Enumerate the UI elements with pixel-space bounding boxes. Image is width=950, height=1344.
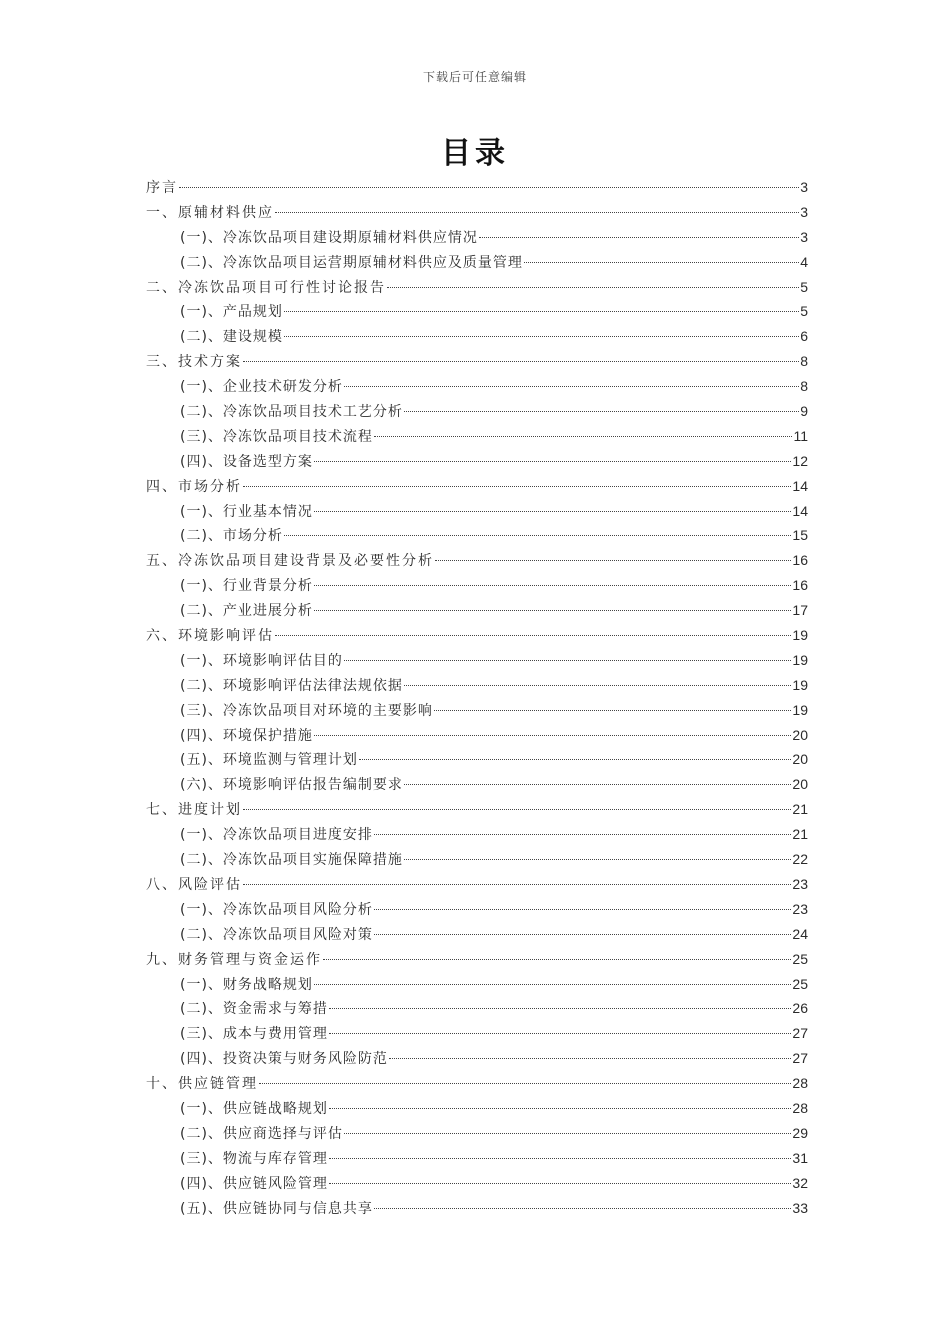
toc-entry[interactable] [146,1071,808,1096]
toc-entry[interactable] [146,175,808,200]
toc-entry-page-number: 21 [792,801,808,818]
toc-entry-label: (一)、冷冻饮品项目进度安排 [180,827,373,844]
toc-entry-label: 序言 [146,180,178,196]
dot-leader [284,311,799,312]
toc-entry-label: (二)、冷冻饮品项目实施保障措施 [180,852,403,869]
toc-entry[interactable] [146,1021,808,1046]
toc-entry-page-number: 15 [792,527,808,544]
toc-entry[interactable] [146,424,808,449]
dot-leader [374,1208,791,1209]
toc-entry-page-number: 16 [792,552,808,569]
dot-leader [479,237,799,238]
toc-entry[interactable] [146,200,808,225]
toc-entry[interactable] [146,548,808,573]
dot-leader [243,361,799,362]
toc-entry[interactable] [146,349,808,374]
toc-entry-label: 十、供应链管理 [146,1076,258,1093]
toc-entry-label: (一)、冷冻饮品项目建设期原辅材料供应情况 [180,229,478,246]
table-of-contents [146,175,808,1220]
dot-leader [404,784,791,785]
toc-entry[interactable] [146,947,808,972]
toc-entry[interactable] [146,1171,808,1196]
dot-leader [275,635,791,636]
toc-entry-page-number: 14 [792,477,808,494]
toc-title: 目录 [441,136,509,171]
toc-entry-label: 四、市场分析 [146,478,242,495]
dot-leader [275,212,799,213]
toc-entry[interactable] [146,897,808,922]
toc-entry[interactable] [146,598,808,623]
toc-entry[interactable] [146,723,808,748]
toc-entry-label: (二)、资金需求与筹措 [180,1001,328,1018]
toc-entry-page-number: 12 [792,452,808,469]
toc-entry[interactable] [146,996,808,1021]
toc-entry-label: (三)、冷冻饮品项目对环境的主要影响 [180,702,433,719]
toc-entry-label: (二)、产业进展分析 [180,603,313,620]
toc-entry[interactable] [146,623,808,648]
toc-entry-label: (三)、物流与库存管理 [180,1150,328,1167]
toc-entry[interactable] [146,772,808,797]
toc-entry-page-number: 22 [792,851,808,868]
dot-leader [374,436,793,437]
toc-entry[interactable] [146,1046,808,1071]
dot-leader [404,411,799,412]
toc-entry-page-number: 31 [792,1149,808,1166]
dot-leader [243,486,791,487]
toc-entry[interactable] [146,523,808,548]
toc-entry-label: (一)、冷冻饮品项目风险分析 [180,901,373,918]
toc-entry[interactable] [146,673,808,698]
toc-entry-page-number: 3 [800,179,808,195]
toc-entry-page-number: 33 [792,1199,808,1216]
toc-entry[interactable] [146,374,808,399]
toc-entry[interactable] [146,797,808,822]
toc-entry-page-number: 20 [792,726,808,743]
toc-entry[interactable] [146,324,808,349]
toc-entry-page-number: 11 [793,427,808,444]
toc-entry[interactable] [146,847,808,872]
dot-leader [344,386,799,387]
toc-entry-label: (四)、环境保护措施 [180,727,313,744]
toc-entry-label: (一)、产品规划 [180,304,283,321]
toc-entry-label: (一)、企业技术研发分析 [180,379,343,396]
toc-entry[interactable] [146,1096,808,1121]
toc-entry[interactable] [146,1146,808,1171]
toc-entry-label: (三)、成本与费用管理 [180,1026,328,1043]
dot-leader [243,884,791,885]
dot-leader [359,759,791,760]
toc-entry-page-number: 26 [792,1000,808,1017]
toc-entry-page-number: 28 [792,1099,808,1116]
toc-entry-page-number: 19 [792,676,808,693]
toc-entry-page-number: 28 [792,1075,808,1092]
toc-entry-label: 五、冷冻饮品项目建设背景及必要性分析 [146,553,434,570]
toc-entry-label: (四)、设备选型方案 [180,453,313,470]
dot-leader [374,909,791,910]
toc-entry-label: 二、冷冻饮品项目可行性讨论报告 [146,279,386,296]
toc-entry-label: (四)、投资决策与财务风险防范 [180,1051,388,1068]
dot-leader [314,511,791,512]
dot-leader [179,187,799,188]
toc-entry-label: (二)、冷冻饮品项目技术工艺分析 [180,404,403,421]
toc-entry[interactable] [146,922,808,947]
toc-entry-page-number: 8 [800,353,808,370]
toc-entry-label: (二)、供应商选择与评估 [180,1125,343,1142]
toc-entry-label: 三、技术方案 [146,354,242,371]
toc-entry-page-number: 23 [792,900,808,917]
toc-entry[interactable] [146,747,808,772]
toc-entry-page-number: 29 [792,1124,808,1141]
toc-entry-page-number: 19 [792,701,808,718]
dot-leader [329,1008,791,1009]
toc-entry-page-number: 19 [792,627,808,644]
dot-leader [243,809,791,810]
dot-leader [329,1158,791,1159]
toc-entry[interactable] [146,822,808,847]
toc-entry[interactable] [146,698,808,723]
toc-entry-label: 一、原辅材料供应 [146,204,274,221]
toc-entry-page-number: 23 [792,875,808,892]
toc-entry-label: 九、财务管理与资金运作 [146,951,322,968]
dot-leader [314,735,791,736]
toc-entry-label: (一)、供应链战略规划 [180,1100,328,1117]
toc-entry-page-number: 8 [800,378,808,395]
toc-entry[interactable] [146,1121,808,1146]
toc-entry-page-number: 9 [800,403,808,420]
toc-entry-label: (五)、环境监测与管理计划 [180,752,358,769]
toc-entry-page-number: 3 [800,203,808,220]
toc-entry-label: 六、环境影响评估 [146,628,274,645]
toc-entry-label: (二)、冷冻饮品项目风险对策 [180,926,373,943]
toc-entry-label: (三)、冷冻饮品项目技术流程 [180,428,373,445]
toc-entry-page-number: 6 [800,328,808,345]
dot-leader [329,1108,791,1109]
dot-leader [404,685,791,686]
dot-leader [323,959,791,960]
toc-entry[interactable] [146,499,808,524]
toc-entry-label: (五)、供应链协同与信息共享 [180,1200,373,1217]
toc-entry-label: (二)、市场分析 [180,528,283,545]
toc-entry-label: (二)、环境影响评估法律法规依据 [180,677,403,694]
dot-leader [329,1033,791,1034]
toc-entry-page-number: 14 [792,502,808,519]
dot-leader [524,262,799,263]
toc-entry-label: (一)、行业背景分析 [180,578,313,595]
toc-entry-label: 八、风险评估 [146,876,242,893]
dot-leader [314,610,791,611]
toc-entry-label: (四)、供应链风险管理 [180,1175,328,1192]
toc-entry-page-number: 19 [792,651,808,668]
dot-leader [314,585,791,586]
dot-leader [284,535,791,536]
toc-entry-label: (一)、行业基本情况 [180,503,313,520]
dot-leader [434,710,791,711]
dot-leader [284,336,799,337]
dot-leader [389,1058,791,1059]
toc-entry-page-number: 32 [792,1174,808,1191]
toc-entry[interactable] [146,299,808,324]
toc-entry-page-number: 17 [792,602,808,619]
dot-leader [404,859,791,860]
dot-leader [314,984,791,985]
toc-entry[interactable] [146,1196,808,1221]
toc-entry-page-number: 27 [792,1050,808,1067]
toc-entry-page-number: 16 [792,577,808,594]
toc-entry[interactable] [146,972,808,997]
dot-leader [374,834,791,835]
toc-entry[interactable] [146,648,808,673]
dot-leader [314,461,791,462]
dot-leader [435,560,791,561]
toc-entry[interactable] [146,399,808,424]
toc-entry-label: (二)、建设规模 [180,329,283,346]
toc-entry[interactable] [146,225,808,250]
toc-entry-page-number: 20 [792,751,808,768]
dot-leader [329,1183,791,1184]
toc-entry[interactable] [146,573,808,598]
toc-entry-label: 七、进度计划 [146,802,242,819]
toc-entry-label: (六)、环境影响评估报告编制要求 [180,777,403,794]
toc-entry[interactable] [146,474,808,499]
toc-entry-label: (一)、环境影响评估目的 [180,652,343,669]
toc-entry-page-number: 3 [800,228,808,245]
toc-entry-page-number: 20 [792,776,808,793]
toc-entry-page-number: 25 [792,950,808,967]
toc-entry[interactable] [146,275,808,300]
toc-entry[interactable] [146,449,808,474]
dot-leader [344,660,791,661]
dot-leader [259,1083,791,1084]
toc-entry-page-number: 5 [800,303,808,320]
toc-entry[interactable] [146,250,808,275]
toc-entry-page-number: 5 [800,278,808,295]
toc-entry-label: (二)、冷冻饮品项目运营期原辅材料供应及质量管理 [180,254,523,271]
toc-entry-page-number: 4 [800,253,808,270]
toc-entry[interactable] [146,872,808,897]
header-note: 下载后可任意编辑 [422,70,527,84]
toc-entry-page-number: 27 [792,1025,808,1042]
dot-leader [374,934,791,935]
dot-leader [387,287,799,288]
toc-entry-page-number: 24 [792,925,808,942]
toc-entry-page-number: 21 [792,826,808,843]
dot-leader [344,1133,791,1134]
toc-entry-page-number: 25 [792,975,808,992]
toc-entry-label: (一)、财务战略规划 [180,976,313,993]
